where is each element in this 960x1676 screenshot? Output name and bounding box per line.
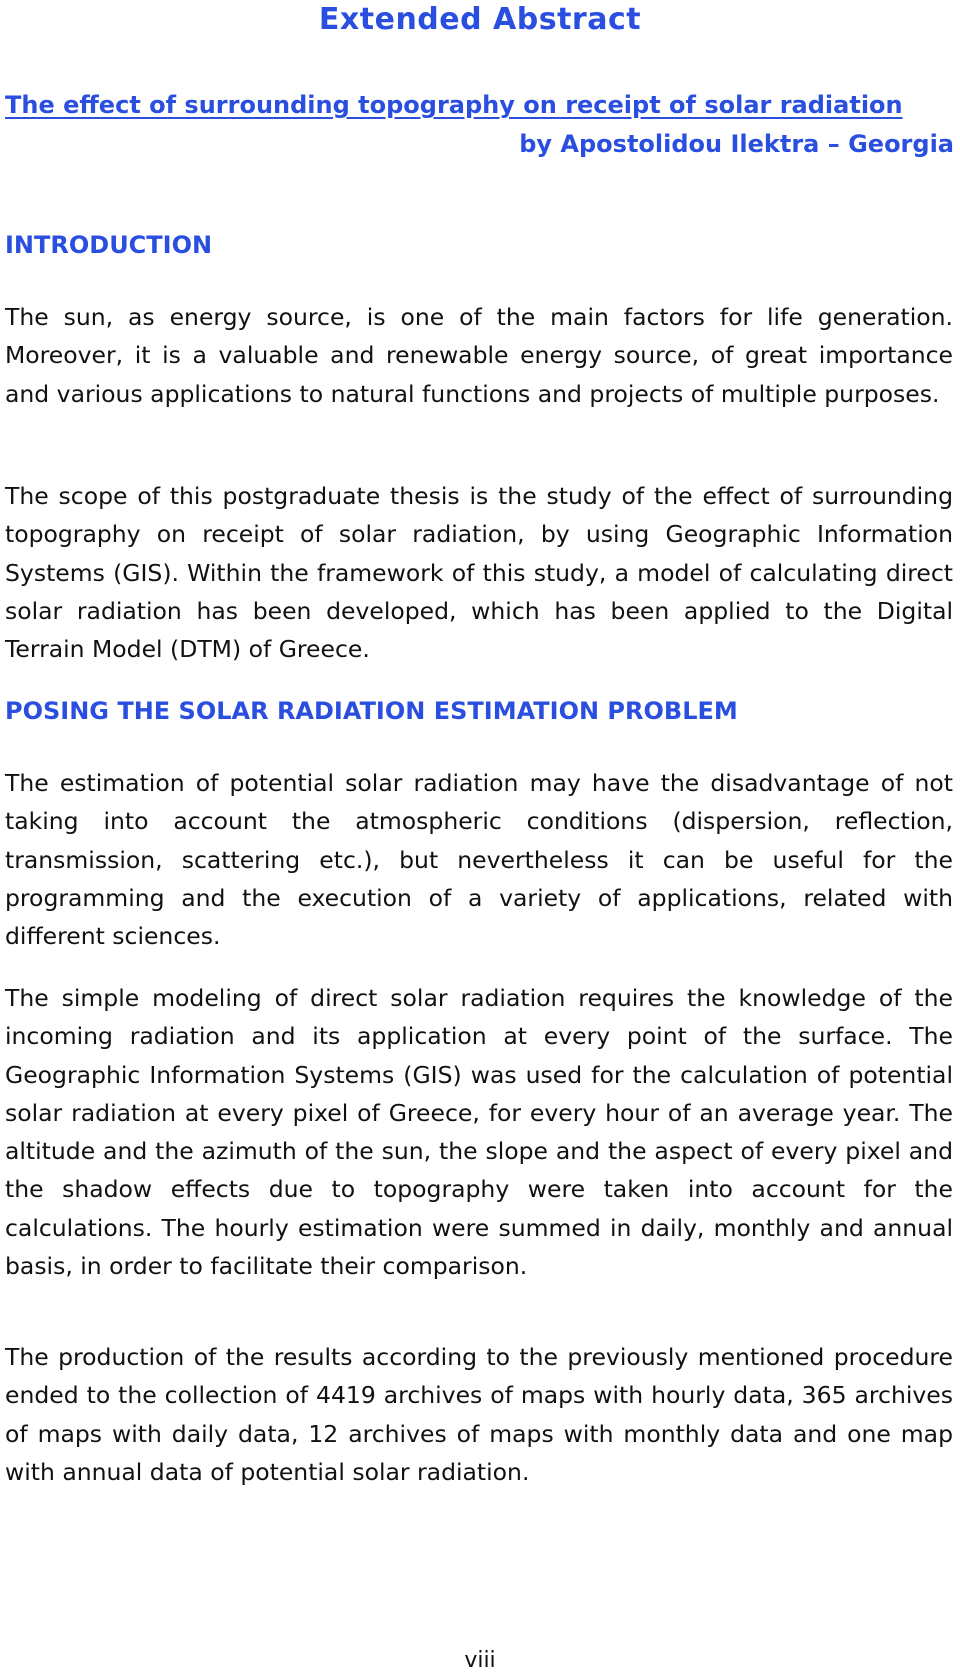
- paragraph-problem-2: The simple modeling of direct solar radiation requires the knowledge of the incoming radiation and its application at every point of the surface. The Geographic Information Systems (GIS) was used for the calculation of potential solar radiation at every pixel of Greece, for every hour of an average year. The altitude and the azimuth of the sun, the slope and the aspect of every pixel and the shadow effects due to topography were taken into account for the calculations. The hourly estimation were summed in daily, monthly and annual basis, in order to facilitate their comparison.: [5, 984, 953, 1281]
- section-heading-problem: POSING THE SOLAR RADIATION ESTIMATION PROBLEM: [5, 697, 738, 725]
- document-heading: Extended Abstract: [318, 2, 642, 37]
- paragraph-intro-1: The sun, as energy source, is one of the main factors for life generation. Moreover, it is a valuable and renewable energy source, of great importance and various applications to natural functions and projects of multiple purposes.: [5, 303, 953, 408]
- page-number: viii: [464, 1648, 496, 1673]
- author-line: by Apostolidou Ilektra – Georgia: [519, 130, 954, 158]
- section-heading-introduction: INTRODUCTION: [5, 231, 213, 259]
- paragraph-problem-1: The estimation of potential solar radiation may have the disadvantage of not taking into account the atmospheric conditions (dispersion, reflection, transmission, scattering etc.), but nevertheless it can be useful for the programming and the execution of a variety of applications, related with different sciences.: [5, 769, 953, 951]
- paper-title: The effect of surrounding topography on receipt of solar radiation: [5, 91, 903, 119]
- paragraph-intro-2: The scope of this postgraduate thesis is the study of the effect of surrounding topography on receipt of solar radiation, by using Geographic Information Systems (GIS). Within the framework of this study, a model of calculating direct solar radiation has been developed, which has been applied to the Digital Terrain Model (DTM) of Greece.: [5, 482, 953, 664]
- paragraph-problem-3: The production of the results according to the previously mentioned procedure ended to the collection of 4419 archives of maps with hourly data, 365 archives of maps with daily data, 12 archives of maps with monthly data and one map with annual data of potential solar radiation.: [5, 1343, 953, 1486]
